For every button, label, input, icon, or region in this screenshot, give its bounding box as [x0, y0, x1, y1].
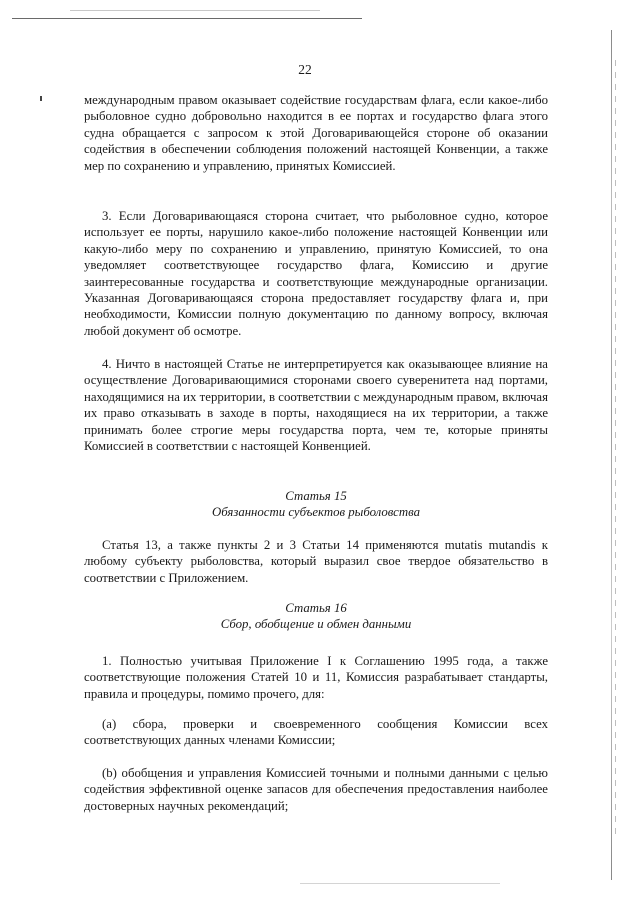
page-number: 22	[298, 62, 312, 77]
scan-artifact-mark	[40, 96, 42, 101]
paragraph-item-4	[84, 356, 548, 454]
article-15-body	[84, 537, 548, 586]
article-number: Статья 15	[285, 489, 347, 503]
paragraph-text: 4. Ничто в настоящей Статье не интерпретируется как оказывающее влияние на осуществление Договаривающимися сторонами своего суверенитета над портами, находящимися на их территории, в соответствии с международным правом, включая их право отказывать в заходе в порты, находящиеся на их территории, а также принимать более строгие меры государства порта, чем те, которые приняты Комиссией в соответствии с настоящей Конвенцией.	[84, 357, 548, 454]
paragraph-text: 3. Если Договаривающаяся сторона считает, что рыболовное судно, которое использует ее порты, нарушило какое-либо положение настоящей Конвенции или какую-либо меру по сохранению и управлению, принятую Комиссией, то она уведомляет соответствующее государство флага, Комиссию и другие заинтересованные государства и соответствующие международные организации. Указанная Договаривающаяся сторона предоставляет государству флага и, при необходимости, Комиссии полную документацию по данному вопросу, включая любой документ об осмотре.	[84, 209, 548, 338]
scan-edge-shadow	[615, 60, 616, 840]
paragraph-item-1	[84, 653, 548, 702]
subitem-b	[84, 765, 548, 814]
article-15-heading	[84, 488, 548, 521]
paragraph-text: (b) обобщения и управления Комиссией точными и полными данными с целью содействия эффективной оценке запасов для обеспечения предоставления наиболее достоверных научных рекомендаций;	[84, 766, 548, 813]
subitem-a	[84, 716, 548, 749]
scan-artifact-line	[300, 883, 500, 884]
paragraph-text: Статья 13, а также пункты 2 и 3 Статьи 14 применяются mutatis mutandis к любому субъекту рыболовства, который выразил свое твердое обязательство в соответствии с Приложением.	[84, 538, 548, 585]
paragraph-text: международным правом оказывает содействие государствам флага, если какое-либо рыболовное судно добровольно находится в ее портах и государство флага этого судна обращается с запросом к этой Договаривающейся стороне об оказании содействия в обеспечении соблюдения положений настоящей Конвенции, а также мер по сохранению и управлению, принятых Комиссией.	[84, 93, 548, 173]
article-title: Обязанности субъектов рыболовства	[212, 505, 420, 520]
article-16-heading	[84, 600, 548, 633]
scan-artifact-line	[70, 10, 320, 11]
paragraph-text: 1. Полностью учитывая Приложение I к Соглашению 1995 года, а также соответствующие положения Статей 10 и 11, Комиссия разрабатывает стандарты, правила и процедуры, помимо прочего, для:	[84, 654, 548, 701]
paragraph-item-3	[84, 208, 548, 339]
paragraph-continuation	[84, 92, 548, 174]
paragraph-text: (a) сбора, проверки и своевременного сообщения Комиссии всех соответствующих данных членами Комиссии;	[84, 717, 548, 748]
article-title: Сбор, обобщение и обмен данными	[220, 617, 412, 632]
scan-edge-shadow	[611, 30, 612, 880]
article-number: Статья 16	[285, 601, 347, 615]
scan-artifact-line	[12, 18, 362, 19]
